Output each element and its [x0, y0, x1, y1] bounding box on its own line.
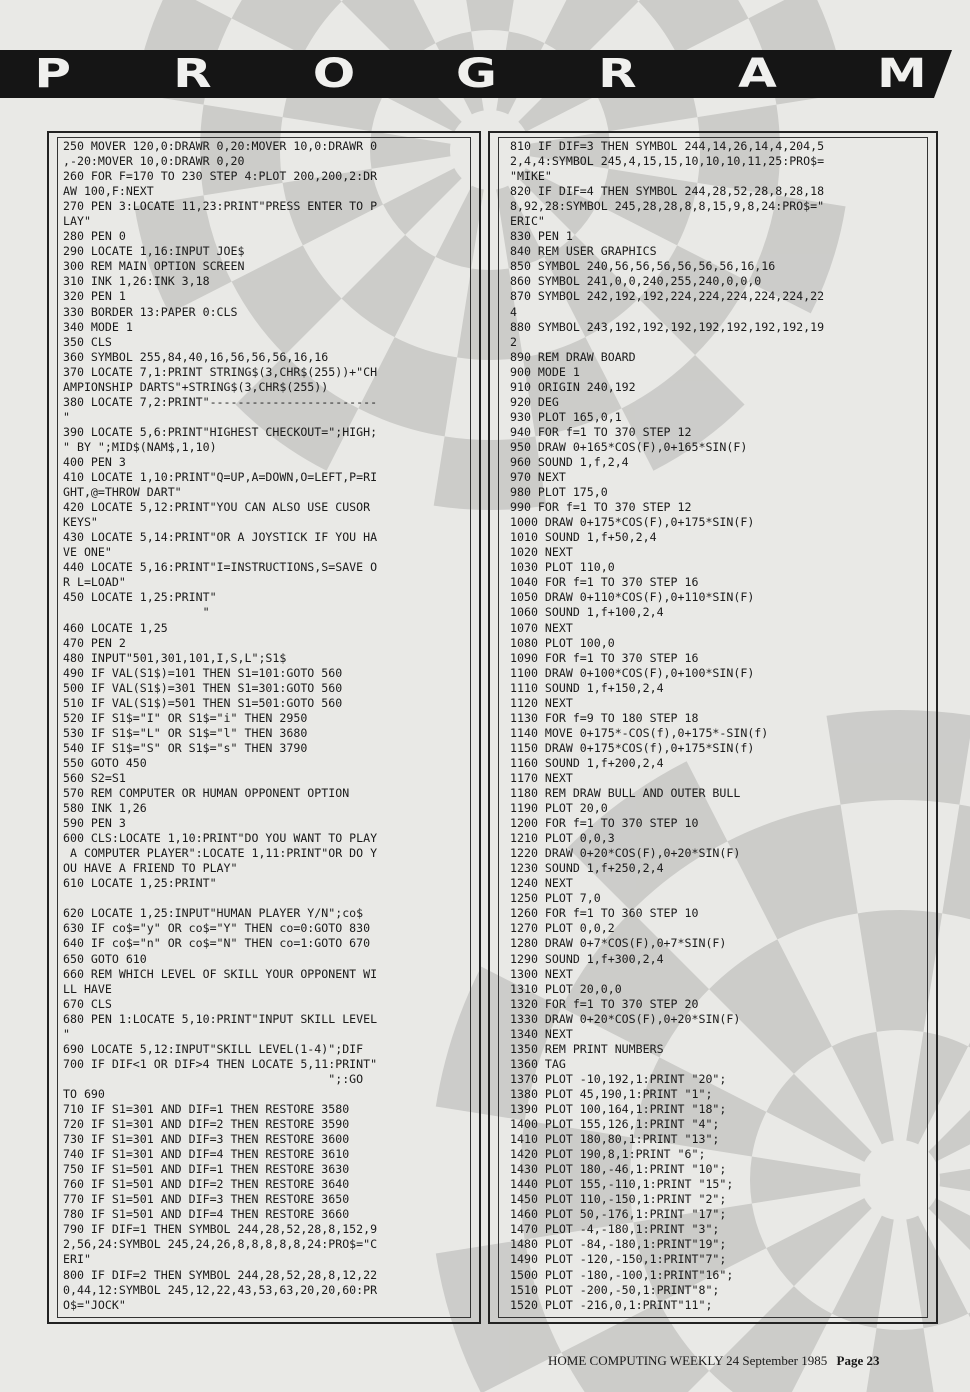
code-line: 840 REM USER GRAPHICS — [510, 244, 657, 259]
code-line: 1430 PLOT 180,-46,1:PRINT "10"; — [510, 1162, 727, 1177]
code-line: 920 DEG — [510, 394, 559, 409]
code-line: 1190 PLOT 20,0 — [510, 801, 608, 816]
code-line: 760 IF S1=501 AND DIF=2 THEN RESTORE 3640 — [63, 1177, 350, 1192]
code-line: 1200 FOR f=1 TO 370 STEP 10 — [510, 816, 699, 831]
code-line: " — [63, 1026, 70, 1041]
code-line: LL HAVE — [63, 981, 112, 996]
publication-line: HOME COMPUTING WEEKLY 24 September 1985 — [548, 1353, 828, 1368]
dartboard-segment — [457, 0, 523, 31]
code-line: 340 MODE 1 — [63, 319, 133, 334]
code-line: 1220 DRAW 0+20*COS(F),0+20*SIN(F) — [510, 846, 741, 861]
code-line: 290 LOCATE 1,16:INPUT JOE$ — [63, 244, 245, 259]
code-line: 1010 SOUND 1,f+50,2,4 — [510, 530, 657, 545]
code-line: 1180 REM DRAW BULL AND OUTER BULL — [510, 786, 741, 801]
code-line: 1270 PLOT 0,0,2 — [510, 921, 615, 936]
code-line: 440 LOCATE 5,16:PRINT"I=INSTRUCTIONS,S=SAVE O — [63, 560, 378, 575]
banner-letter: P — [34, 51, 71, 97]
code-line: 1390 PLOT 100,164,1:PRINT "18"; — [510, 1102, 727, 1116]
code-line: 960 SOUND 1,f,2,4 — [510, 454, 629, 469]
code-line: 1030 PLOT 110,0 — [510, 560, 615, 575]
code-line: 1520 PLOT -216,0,1:PRINT"11"; — [510, 1297, 713, 1312]
code-line: 260 FOR F=170 TO 230 STEP 4:PLOT 200,200,2:DR — [63, 169, 378, 184]
banner-letter: A — [738, 51, 777, 97]
code-line: 300 REM MAIN OPTION SCREEN — [63, 259, 245, 274]
code-line: 980 PLOT 175,0 — [510, 485, 608, 500]
code-line: 880 SYMBOL 243,192,192,192,192,192,192,192,19 — [510, 319, 825, 334]
code-line: 550 GOTO 450 — [63, 755, 147, 770]
code-line: 930 PLOT 165,0,1 — [510, 409, 622, 424]
code-line: 1150 DRAW 0+175*COS(f),0+175*SIN(f) — [510, 740, 755, 755]
code-line: 700 IF DIF<1 OR DIF>4 THEN LOCATE 5,11:PRINT" — [63, 1056, 378, 1071]
code-line: OU HAVE A FRIEND TO PLAY" — [63, 861, 238, 876]
code-line: 420 LOCATE 5,12:PRINT"YOU CAN ALSO USE CUSOR — [63, 500, 371, 515]
code-line: " — [63, 409, 70, 424]
code-line: 500 IF VAL(S1$)=301 THEN S1=301:GOTO 560 — [63, 680, 343, 695]
code-line — [63, 891, 469, 906]
banner-letter: M — [877, 51, 927, 97]
code-line: 640 IF co$="n" OR co$="N" THEN co=1:GOTO 670 — [63, 936, 371, 951]
code-line: 1290 SOUND 1,f+300,2,4 — [510, 951, 664, 966]
code-line: ";:GO — [63, 1071, 364, 1086]
code-line: KEYS" — [63, 515, 98, 530]
code-line: 1510 PLOT -200,-50,1:PRINT"8"; — [510, 1282, 720, 1297]
code-line: 320 PEN 1 — [63, 289, 126, 304]
code-line: AMPIONSHIP DARTS"+STRING$(3,CHR$(255)) — [63, 379, 329, 394]
code-line: R L=LOAD" — [63, 575, 126, 590]
code-line: 690 LOCATE 5,12:INPUT"SKILL LEVEL(1-4)";DIF — [63, 1041, 364, 1056]
code-line: 1120 NEXT — [510, 695, 573, 710]
dartboard-segment — [232, 0, 342, 55]
program-listing-right — [510, 139, 926, 1313]
code-line: 1050 DRAW 0+110*COS(F),0+110*SIN(F) — [510, 590, 755, 605]
code-line: 1500 PLOT -180,-100,1:PRINT"16"; — [510, 1267, 734, 1282]
code-line: 990 FOR f=1 TO 370 STEP 12 — [510, 500, 692, 515]
code-line: 950 DRAW 0+165*COS(F),0+165*SIN(F) — [510, 439, 748, 454]
code-line: 770 IF S1=501 AND DIF=3 THEN RESTORE 3650 — [63, 1192, 350, 1207]
code-line: 490 IF VAL(S1$)=101 THEN S1=101:GOTO 560 — [63, 665, 343, 680]
code-line: 8,92,28:SYMBOL 245,28,28,8,8,15,9,8,24:PRO$=" — [510, 199, 825, 214]
code-line: 1360 TAG — [510, 1056, 566, 1071]
code-line: 660 REM WHICH LEVEL OF SKILL YOUR OPPONENT WI — [63, 966, 378, 981]
code-line: 1070 NEXT — [510, 620, 573, 635]
code-line: 530 IF S1$="L" OR S1$="l" THEN 3680 — [63, 725, 308, 740]
code-line: 580 INK 1,26 — [63, 801, 147, 816]
listing-column-left — [47, 131, 481, 1324]
code-line: 1040 FOR f=1 TO 370 STEP 16 — [510, 575, 699, 590]
dartboard-segment — [940, 1157, 970, 1204]
code-line: 940 FOR f=1 TO 370 STEP 12 — [510, 424, 692, 439]
code-line: 540 IF S1$="S" OR S1$="s" THEN 3790 — [63, 740, 308, 755]
code-line: 480 INPUT"501,301,101,I,S,L";S1$ — [63, 650, 287, 665]
code-line: 310 INK 1,26:INK 3,18 — [63, 274, 210, 289]
code-line: 1410 PLOT 180,80,1:PRINT "13"; — [510, 1132, 720, 1147]
code-line: 1140 MOVE 0+175*-COS(f),0+175*-SIN(f) — [510, 725, 769, 740]
code-line: 1210 PLOT 0,0,3 — [510, 831, 615, 846]
code-line: 2 — [510, 334, 517, 349]
code-line: 1310 PLOT 20,0,0 — [510, 981, 622, 996]
code-line: 890 REM DRAW BOARD — [510, 349, 636, 364]
code-line: 1380 PLOT 45,190,1:PRINT "1"; — [510, 1086, 713, 1101]
code-line: 1250 PLOT 7,0 — [510, 891, 601, 906]
code-line: ERI" — [63, 1252, 91, 1267]
code-line: 430 LOCATE 5,14:PRINT"OR A JOYSTICK IF YOU HA — [63, 530, 378, 545]
code-line: ERIC" — [510, 214, 545, 229]
code-line: 370 LOCATE 7,1:PRINT STRING$(3,CHR$(255))+"CH — [63, 364, 378, 379]
code-line: 600 CLS:LOCATE 1,10:PRINT"DO YOU WANT TO PLAY — [63, 831, 378, 846]
code-line: TO 690 — [63, 1086, 105, 1101]
code-line: 1060 SOUND 1,f+100,2,4 — [510, 605, 664, 620]
banner-letter: G — [455, 51, 497, 97]
code-line: 650 GOTO 610 — [63, 951, 147, 966]
code-line: 390 LOCATE 5,6:PRINT"HIGHEST CHECKOUT=";HIGH; — [63, 424, 378, 439]
code-line: AW 100,F:NEXT — [63, 184, 154, 199]
code-line: 970 NEXT — [510, 470, 566, 485]
program-listing-left — [63, 139, 469, 1313]
banner-letter: O — [312, 51, 355, 97]
code-line: 560 S2=S1 — [63, 770, 126, 785]
code-line: 1090 FOR f=1 TO 370 STEP 16 — [510, 650, 699, 665]
code-line: 570 REM COMPUTER OR HUMAN OPPONENT OPTION — [63, 786, 350, 801]
code-line: 790 IF DIF=1 THEN SYMBOL 244,28,52,28,8,152,9 — [63, 1222, 378, 1237]
code-line: 1300 NEXT — [510, 966, 573, 981]
code-line: 1080 PLOT 100,0 — [510, 635, 615, 650]
code-line: VE ONE" — [63, 545, 112, 560]
code-line: 900 MODE 1 — [510, 364, 580, 379]
code-line: 1000 DRAW 0+175*COS(F),0+175*SIN(F) — [510, 515, 755, 530]
code-line: 1020 NEXT — [510, 545, 573, 560]
code-line: 1280 DRAW 0+7*COS(F),0+7*SIN(F) — [510, 936, 727, 951]
dartboard-segment — [942, 805, 970, 940]
code-line: 380 LOCATE 7,2:PRINT"------------------------ — [63, 394, 378, 409]
code-line: 1170 NEXT — [510, 770, 573, 785]
code-line: 1490 PLOT -120,-150,1:PRINT"7"; — [510, 1252, 727, 1267]
code-line: 820 IF DIF=4 THEN SYMBOL 244,28,52,28,8,28,18 — [510, 184, 825, 199]
code-line: 520 IF S1$="I" OR S1$="i" THEN 2950 — [63, 710, 308, 725]
code-line: 1440 PLOT 155,-110,1:PRINT "15"; — [510, 1177, 734, 1192]
code-line: 470 PEN 2 — [63, 635, 126, 650]
code-line: 0,44,12:SYMBOL 245,12,22,43,53,63,20,20,60:PR — [63, 1282, 378, 1297]
code-line: 510 IF VAL(S1$)=501 THEN S1=501:GOTO 560 — [63, 695, 343, 710]
code-line: 860 SYMBOL 241,0,0,240,255,240,0,0,0 — [510, 274, 762, 289]
code-line: 610 LOCATE 1,25:PRINT" — [63, 876, 217, 891]
code-line: 620 LOCATE 1,25:INPUT"HUMAN PLAYER Y/N";co$ — [63, 906, 364, 921]
code-line: 1130 FOR f=9 TO 180 STEP 18 — [510, 710, 699, 725]
code-line: 1100 DRAW 0+100*COS(F),0+100*SIN(F) — [510, 665, 755, 680]
code-line: 730 IF S1=301 AND DIF=3 THEN RESTORE 3600 — [63, 1132, 350, 1147]
code-line: 360 SYMBOL 255,84,40,16,56,56,56,16,16 — [63, 349, 329, 364]
code-line: 270 PEN 3:LOCATE 11,23:PRINT"PRESS ENTER TO P — [63, 199, 378, 214]
code-line: 1400 PLOT 155,126,1:PRINT "4"; — [510, 1117, 720, 1132]
dartboard-segment — [638, 0, 748, 55]
code-line: 740 IF S1=301 AND DIF=4 THEN RESTORE 3610 — [63, 1147, 350, 1162]
code-line: ,-20:MOVER 10,0:DRAWR 0,20 — [63, 154, 245, 169]
code-line: 1260 FOR f=1 TO 360 STEP 10 — [510, 906, 699, 921]
code-line: 750 IF S1=501 AND DIF=1 THEN RESTORE 3630 — [63, 1162, 350, 1177]
code-line: 350 CLS — [63, 334, 112, 349]
code-line: 910 ORIGIN 240,192 — [510, 379, 636, 394]
banner-letters — [0, 50, 952, 98]
code-line: 1330 DRAW 0+20*COS(F),0+20*SIN(F) — [510, 1011, 741, 1026]
code-line: 1370 PLOT -10,192,1:PRINT "20"; — [510, 1071, 727, 1086]
code-line: GHT,@=THROW DART" — [63, 485, 182, 500]
code-line: "MIKE" — [510, 169, 552, 184]
code-line: 2,4,4:SYMBOL 245,4,15,15,10,10,10,11,25:PRO$= — [510, 154, 825, 169]
code-line: 1110 SOUND 1,f+150,2,4 — [510, 680, 664, 695]
code-line: 1450 PLOT 110,-150,1:PRINT "2"; — [510, 1192, 727, 1207]
code-line: O$="JOCK" — [63, 1297, 126, 1312]
code-line: 1480 PLOT -84,-180,1:PRINT"19"; — [510, 1237, 727, 1252]
code-line: 590 PEN 3 — [63, 816, 126, 831]
code-line: 400 PEN 3 — [63, 454, 126, 469]
code-line: 1240 NEXT — [510, 876, 573, 891]
code-line: " — [63, 605, 210, 620]
code-line: 670 CLS — [63, 996, 112, 1011]
code-line: 1350 REM PRINT NUMBERS — [510, 1041, 664, 1056]
code-line: 460 LOCATE 1,25 — [63, 620, 168, 635]
code-line: 710 IF S1=301 AND DIF=1 THEN RESTORE 3580 — [63, 1102, 350, 1116]
page-number: Page 23 — [836, 1353, 880, 1368]
code-line: 1420 PLOT 190,8,1:PRINT "6"; — [510, 1147, 706, 1162]
code-line: 450 LOCATE 1,25:PRINT" — [63, 590, 217, 605]
code-line: 1340 NEXT — [510, 1026, 573, 1041]
code-line: 1230 SOUND 1,f+250,2,4 — [510, 861, 664, 876]
code-line: 250 MOVER 120,0:DRAWR 0,20:MOVER 10,0:DRAWR 0 — [63, 139, 378, 153]
code-line: 800 IF DIF=2 THEN SYMBOL 244,28,52,28,8,12,22 — [63, 1267, 378, 1282]
code-line: 830 PEN 1 — [510, 229, 573, 244]
code-line: 330 BORDER 13:PAPER 0:CLS — [63, 304, 238, 319]
code-line: 280 PEN 0 — [63, 229, 126, 244]
code-line: 680 PEN 1:LOCATE 5,10:PRINT"INPUT SKILL LEVEL — [63, 1011, 378, 1026]
listing-column-right — [488, 131, 938, 1324]
code-line: 1320 FOR f=1 TO 370 STEP 20 — [510, 996, 699, 1011]
code-line: 410 LOCATE 1,10:PRINT"Q=UP,A=DOWN,O=LEFT,P=RI — [63, 470, 378, 485]
code-line: LAY" — [63, 214, 91, 229]
code-line: A COMPUTER PLAYER":LOCATE 1,11:PRINT"OR DO Y — [63, 846, 378, 861]
code-line: 810 IF DIF=3 THEN SYMBOL 244,14,26,14,4,204,5 — [510, 139, 825, 153]
code-line: 4 — [510, 304, 517, 319]
code-line: 630 IF co$="y" OR co$="Y" THEN co=0:GOTO 830 — [63, 921, 371, 936]
code-line: 870 SYMBOL 242,192,192,224,224,224,224,224,22 — [510, 289, 825, 304]
code-line: 1470 PLOT -4,-180,1:PRINT "3"; — [510, 1222, 720, 1237]
code-line: 850 SYMBOL 240,56,56,56,56,56,56,16,16 — [510, 259, 776, 274]
banner-letter: R — [172, 51, 212, 97]
program-banner — [0, 50, 970, 98]
code-line: " BY ";MID$(NAM$,1,10) — [63, 439, 217, 454]
code-line: 780 IF S1=501 AND DIF=4 THEN RESTORE 3660 — [63, 1207, 350, 1222]
code-line: 1460 PLOT 50,-176,1:PRINT "17"; — [510, 1207, 727, 1222]
code-line: 720 IF S1=301 AND DIF=2 THEN RESTORE 3590 — [63, 1117, 350, 1132]
page-footer — [548, 1353, 928, 1369]
banner-letter: R — [598, 51, 637, 97]
code-line: 2,56,24:SYMBOL 245,24,26,8,8,8,8,8,24:PRO$="C — [63, 1237, 378, 1252]
code-line: 1160 SOUND 1,f+200,2,4 — [510, 755, 664, 770]
